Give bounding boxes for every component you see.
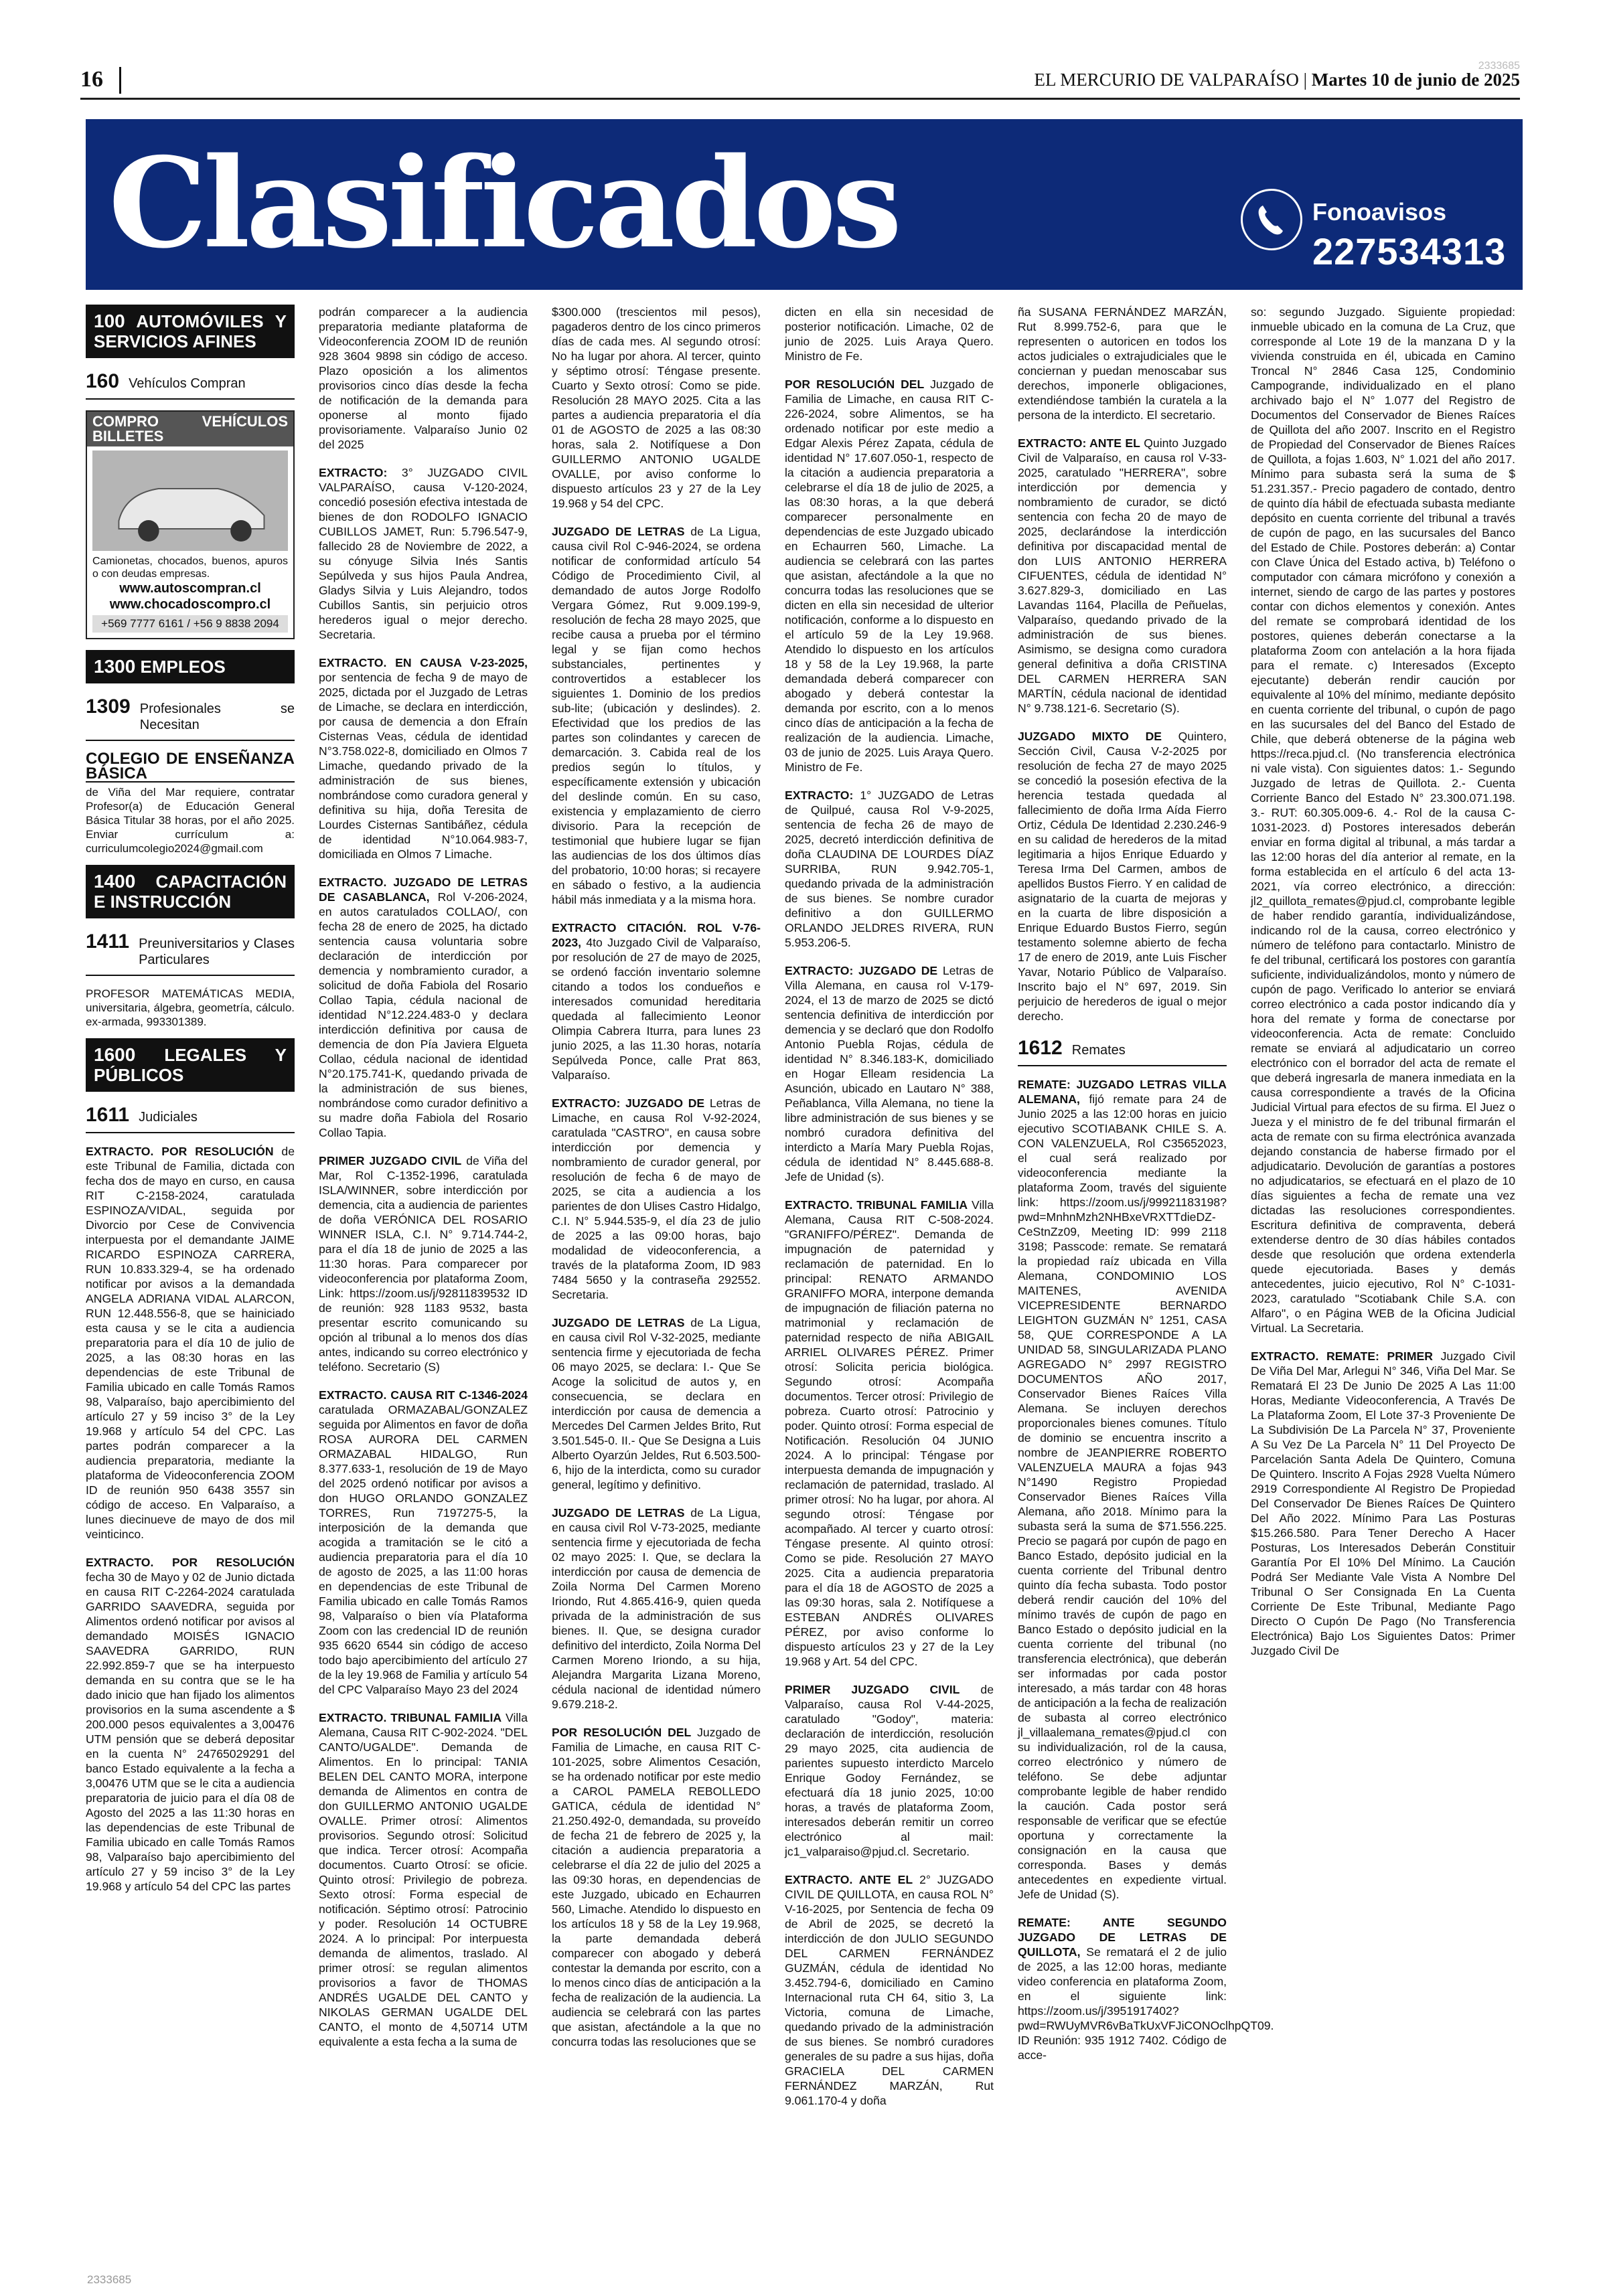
classified-ad: EXTRACTO. TRIBUNAL FAMILIA Villa Alemana, Causa RIT C-508-2024. "GRANIFFO/PÉREZ". Demanda de impugnación de paternidad y reclamación de paternidad. En lo principal: RENATO ARMANDO GRANIFFO MORA, interpone demanda de impugnación de filiación paterna no matrimonial y reclamación de paternidad respecto de niña ABIGAIL ARRIEL OLIVARES PÉREZ. Primer otrosí: Solicita pericia biológica. Segundo otrosí: Acompaña documentos. Tercer otrosí: Privilegio de pobreza. Cuarto otrosí: Patrocinio y poder. Quinto otrosí: Forma especial de Notificación. Resolución 04 JUNIO 2024. A lo principal: Téngase por interpuesta demanda de impugnación y reclamación de paternidad, traslado. Al primer otrosí: No ha lugar, por ahora. Al segundo otrosí: Téngase por acompañado. Al tercer y cuarto otrosí: Téngase presente. Al quinto otrosí: Como se pide. Resolución 27 MAYO 2025. Cita a audiencia preparatoria para el día 18 de AGOSTO de 2025 a las 09:30 horas, sala 2. Notifíquese a ESTEBAN ANDRÉS OLIVARES PÉREZ, por aviso conforme lo dispuesto artículos 23 y 27 de la Ley 19.968 y Art. 54 del CPC. (785, 1198, 994, 1668)
masthead: EL MERCURIO DE VALPARAÍSO | Martes 10 de junio de 2025 (1034, 70, 1520, 90)
phone-icon (1241, 189, 1302, 250)
car-buy-ad (86, 410, 295, 639)
classified-ad: EXTRACTO CITACIÓN. ROL V-76-2023, 4to Juzgado Civil de Valparaíso, por resolución de 27 de mayo de 2025, se ordenó facción inventario solemne citando a todos los condueños e interesados comunidad hereditaria quedada al fallecimiento Leonor Olimpia Cabrera Iturra, para lunes 23 junio 2025, a las 11.30 horas, notaría Sepúlveda Ponce, calle Prat 863, Valparaíso. (552, 921, 761, 1082)
fonoavisos-label: Fonoavisos (1312, 198, 1447, 226)
column-3 (552, 305, 761, 2266)
clasificados-banner (86, 119, 1523, 290)
classified-ad: EXTRACTO: 3° JUZGADO CIVIL VALPARAÍSO, causa V-120-2024, concedió posesión efectiva intestada de bienes de don RODOLFO IGNACIO CUBILLOS JAMET, Run: 5.796.547-9, fallecido 28 de Noviembre de 2022, a su cónyuge Silvia Inés Santis Sepúlveda y sus hijos Paula Andrea, Gladys Silvia y Luis Alejandro, todos Cubillos Santis, sin perjuicio otros herederos igual o mejor derecho. Secretaria. (319, 466, 528, 641)
fonoavisos-number: 227534313 (1312, 230, 1507, 272)
subsection-1611: 1611 Judiciales (86, 1104, 295, 1133)
subsection-160: 160 Vehículos Compran (86, 370, 295, 400)
column-2 (319, 305, 528, 2266)
section-title: Clasificados (108, 130, 899, 276)
col5-ads-b (1018, 1077, 1274, 2062)
classified-ad: EXTRACTO. ANTE EL 2° JUZGADO CIVIL DE QUILLOTA, en causa ROL N° V-16-2025, por Sentencia de fecha 09 de Abril de 2025, se decretó la interdicción de don JULIO SEGUNDO DEL CARMEN FERNÁNDEZ GUZMÁN, cédula de identidad No 3.452.794-6, domiciliado en Camino Internacional ruta CH 64, sitio 3, La Victoria, comuna de Limache, quedando privado de la administración de sus bienes. Se nombró curadores generales de su padre a sus hijas, doña GRACIELA DEL CARMEN FERNÁNDEZ MARZÁN, Rut 9.061.170-4 y doña (785, 1873, 994, 2107)
classified-ad: EXTRACTO: ANTE EL Quinto Juzgado Civil de Valparaíso, en causa rol V-33-2025, caratulado "HERRERA", sobre interdicción por demencia y nombramiento de curador, se dictó sentencia con fecha 20 de mayo de 2025, declarándose la interdicción definitiva por discapacidad mental de don LUIS ANTONIO HERRERA CIFUENTES, cédula de identidad N° 3.627.829-3, domiciliado en Las Lavandas 1164, Placilla de Peñuelas, Valparaíso, quedando privado de la administración de sus bienes. Asimismo, se designa como curadora general definitiva a doña CRISTINA DEL CARMEN HERRERA SAN MARTÍN, cédula nacional de identidad N° 9.738.121-6. Secretario (S). (1018, 436, 1227, 715)
classified-ad: so: segundo Juzgado. Siguiente propiedad: inmueble ubicado en la comuna de La Cruz, que corresponde al Lote 19 de la manzana D y la vivienda construida en él, ubicada en Camino Troncal N° 2846 Casa 125, Condominio Campogrande, individualizado en el plano archivado bajo el N° 1.077 del Registro de Documentos del Conservador de Bienes Raíces de Quillota del año 2007. Inscrito en el Registro de Propiedad del Conservador de Bienes Raíces de Quillota, a fojas 1.603, N° 1.021 del año 2017. Mínimo para subasta será la suma de $ 51.231.357.- Precio pagadero de contado, dentro de quinto día hábil de efectuada subasta mediante depósito en cuenta corriente del tribunal a través de cupón de pago, en las sucursales del Banco del Estado de Chile. Postores deberán: a) Contar con Clave Única del Estado activa, b) Teléfono o computador con cámara micrófono y conexión a internet, siendo de cargo de las partes y postores contar con dichos elementos y conexión. Antes del remate se comprobará identidad de los postores, quienes deberán conectarse a la plataforma Zoom con antelación a la hora fijada para el remate. c) Interesados (Excepto ejecutante) deberán rendir caución por equivalente al 10% del mínimo, mediante depósito en cuenta corriente del tribunal, o cupón de pago en las sucursales del del Banco del Estado de Chile, que deberá obtenerse de la página web https://reca.pjud.cl. (No transferencia electrónica ni vale vista). Con siguientes datos: 1.- Segundo Juzgado de letras de Quillota. 2.- Cuenta Corriente Banco del Estado N° 23.300.071.198. 3.- RUT: 60.305.009-6. 4.- Rol de la causa C-1031-2023. d) Postores interesados deberán enviar en forma digital al tribunal, a más tardar a las 12:00 horas del día anterior al remate, en la forma establecida en el artículo 6 del acta 13-2021, vía correo electrónico, a dirección: jl2_quillota_remates@pjud.cl, comprobante legible de haber rendido garantía, individualizándose, indicando rol de la causa, correo electrónico y número de teléfono para contactarlo. Ministro de fe del tribunal, certificará los postores con garantía suficiente, individualizándolos, monto y número de cupón de pago. Verificado lo anterior se enviará correo electrónico a cada postor indicando día y hora del remate y forma de conectarse por videoconferencia. Acta de remate: Concluido remate se enviará al adjudicatario un correo electrónico con el borrador del acta de remate el que deberá ingresarla de manera inmediata en la causa correspondiente a través de la Oficina Judicial Virtual para efectos de su firma. El Juez o Jueza y el ministro de fe del tribunal firmarán el acta de remate con su firma electrónica avanzada dejando constancia de haberse firmado por el adjudicatario. Devolución de garantías a postores no adjudicatarios, se efectuará en el plazo de 10 días siguientes a fecha de remate una vez dictadas las resoluciones correspondientes. Escritura definitiva de compraventa, deberá extenderse dentro de 30 días hábiles contados desde que resolución que ordena extenderla quede ejecutoriada. Bases y demás antecedentes, juicio ejecutivo, Rol N° C-1031-2023, caratulado "Scotiabank Chile S.A. con Alfaro", o en Página WEB de la Oficina Judicial Virtual. La Secretaria. (1251, 305, 1515, 1335)
profesor-ad: PROFESOR MATEMÁTICAS MEDIA, universitaria, álgebra, geometría, cálculo. ex-armada, 993301389. (86, 987, 295, 1028)
car-ad-phones: +569 7777 6161 / +56 9 8838 2094 (92, 615, 288, 633)
subsection-1411: 1411 Preuniversitarios y Clases Particulares (86, 930, 295, 976)
classified-ad: dicten en ella sin necesidad de posterior notificación. Limache, 02 de junio de 2025. Luis Araya Quero. Ministro de Fe. (785, 305, 994, 363)
classified-ad: JUZGADO DE LETRAS de La Ligua, en causa civil Rol V-32-2025, mediante sentencia firme y ejecutoriada de fecha 06 mayo 2025, se declara: I.- Que Se Acoge la solicitud de autos y, en consecuencia, se declara en interdicción por causa de demencia a Mercedes Del Carmen Jeldes Brito, Rut 3.501.545-0. II.- Que Se Designa a Luis Alberto Oyarzún Jeldes, Rut 6.503.500-6, hijo de la interdicta, como su curador general, legítimo y definitivo. (552, 1316, 761, 1491)
footer-ref: 2333685 (87, 2273, 132, 2286)
column-1 (86, 305, 295, 2266)
colegio-ad-text: de Viña del Mar requiere, contratar Profesor(a) de Educación General Básica Titular 38 horas, por el año 2025. Enviar currículum a: curriculumcolegio2024@gmail.com (86, 786, 295, 855)
classified-ad: EXTRACTO. POR RESOLUCIÓN fecha 30 de Mayo y 02 de Junio dictada en causa RIT C-2264-2024 caratulada GARRIDO SAAVEDRA, seguida por Alimentos ordenó notificar por avisos al demandado MOISÉS IGNACIO SAAVEDRA GARRIDO, RUN 22.992.859-7 que se ha interpuesto demanda en su contra que se le ha dado inicio que han fijado los alimentos provisorios en la suma ascendente a $ 200.000 pesos equivalentes a 3,00476 UTM pensión que se deberá depositar en la cuenta N° 24765029291 del banco Estado equivalente a la fecha a 3,00476 UTM que se le cita a audiencia preparatoria de juicio para el día 08 de Agosto del 2025 a las 11:30 horas en las dependencias de este Tribunal de Familia ubicado en calle Tomás Ramos 98, Valparaíso bajo apercibimiento del artículo 27 y 59 inciso 3° de la Ley 19.968 y artículo 54 del CPC las partes (86, 1556, 295, 1893)
classified-ad: EXTRACTO. REMATE: PRIMER Juzgado Civil De Viña Del Mar, Arlegui N° 346, Viña Del Mar. Se Rematará El 23 De Junio De 2025 A Las 11:00 Horas, Mediante Videoconferencia, A Través De La Plataforma Zoom, El Lote 37-3 Proveniente De La Subdivisión De La Parcela N° 37, Proveniente A Su Vez De La Parcela N° 11 Del Proyecto De Parcelación Santa Adela De Quintero, Comuna De Quintero. Inscrito A Fojas 2928 Vuelta Número 2919 Correspondiente Al Registro De Propiedad Del Conservador De Bienes Raíces De Quintero Del Año 2022. Mínimo Para Las Posturas $15.266.580. Para Tener Derecho A Hacer Posturas, Los Interesados Deberán Constituir Garantía Por El 10% Del Mínimo. La Caución Podrá Ser Mediante Vale Vista A Nombre Del Tribunal O Ser Consignada En La Cuenta Corriente De Este Tribunal, Mediante Pago Directo O Cupón De Pago (No Transferencia Electrónica) Bajo Los Siguientes Datos: Primer Juzgado Civil De (1251, 1349, 1515, 1657)
column-4 (785, 305, 994, 2266)
publication-name: EL MERCURIO DE VALPARAÍSO (1034, 70, 1299, 90)
section-header-1400: 1400 CAPACITACIÓN E INSTRUCCIÓN (86, 865, 295, 918)
classified-ad: EXTRACTO. JUZGADO DE LETRAS DE CASABLANCA, Rol V-206-2024, en autos caratulados COLLAO/, con fecha 28 de enero de 2025, ha dictado sentencia causa voluntaria sobre declaración de interdicción por demencia y nombramiento curador, a solicitud de doña Fabiola del Rosario Collao Tapia, cédula nacional de identidad N°12.224.483-0 y declara interdicción definitiva por causa de demencia de don Pía Javiera Elgueta Collao, cédula nacional de identidad N°20.175.741-K, quedando privada de la administración de sus bienes, nombrándose como curador definitivo a su madre doña Fabiola del Rosario Collao Tapia. (319, 876, 528, 1139)
section-header-100: 100 AUTOMÓVILES Y SERVICIOS AFINES (86, 305, 295, 358)
car-photo (92, 450, 288, 551)
subsection-1309: 1309 Profesionales se Necesitan (86, 695, 295, 741)
classified-ad: EXTRACTO: 1° JUZGADO de Letras de Quilpué, causa Rol V-9-2025, sentencia de fecha 26 de mayo de 2025, decretó interdicción definitiva de doña CLAUDINA DE LOURDES DÍAZ SURRIBA, RUN 9.942.705-1, quedando privada de la administración de sus bienes. Se nombre curador definitivo a don GUILLERMO ORLANDO JELDRES RIVERA, RUN 5.953.206-5. (785, 789, 994, 949)
classified-ad: JUZGADO DE LETRAS de La Ligua, causa civil Rol C-946-2024, se ordena notificar de conformidad artículo 54 Código de Procedimiento Civil, al demandado de autos Jorge Rodolfo Vergara Gómez, Rut 9.009.199-9, resolución de fecha 28 mayo 2025, que recibe causa a prueba por el término legal y se fijan como hechos substanciales, pertinentes y controvertidos a establecer los siguientes 1. Dominio de los predios sub-lite; (ubicación y deslindes). 2. Efectividad que los predios de las partes son colindantes y carecen de demarcación. 3. Cabida real de los predios según lo títulos, y específicamente extensión y ubicación del deslinde común. En su caso, existencia y emplazamiento de cierro divisorio. Para la recepción de testimonial que hubiere lugar se fijan las audiencias de los dos últimos días del probatorio, 10:00 horas; si recayere en sábado o festivo, a la audiencia hábil más inmediata y a la misma hora. (552, 525, 761, 906)
classified-ad: EXTRACTO. EN CAUSA V-23-2025, por sentencia de fecha 9 de mayo de 2025, dictada por el Juzgado de Letras de Limache, se declara en interdicción, por causa de demencia a don Efraín Cisternas Veas, cédula de identidad N°3.758.022-8, domiciliado en Olmos 7 Limache, quedando privado de la administración de sus bienes, nombrándose como curadora general y definitiva su hija, doña Teresita de Lourdes Cisternas Santibáñez, cédula de identidad N°10.064.983-7, domiciliada en Olmos 7 Limache. (319, 656, 528, 861)
section-header-1300: 1300 EMPLEOS (86, 650, 295, 683)
col5-ads-a (1018, 305, 1227, 1023)
classified-ad: JUZGADO MIXTO DE Quintero, Sección Civil, Causa V-2-2025 por resolución de fecha 27 de mayo 2025 se concedió la posesión efectiva de la herencia testada quedada al fallecimiento de doña Irma Aída Fierro Ortiz, Cédula De Identidad 2.230.246-9 en su calidad de herederos de la mitad legitimaria a hijos Enrique Eduardo y Teresa Irma Del Carmen, ambos de apellidos Bustos Fierro. Y en calidad de asignatario de la cuarta de mejoras y en la cuarta de libre disposición a Enrique Eduardo Bustos Fierro, según testamento solemne abierto de fecha 17 de enero de 2019, ante Luis Fischer Yavar, Notario Público de Valparaíso. Inscrito bajo el N° 697, 2019. Sin perjuicio de herederos de igual o mejor derecho. (1018, 730, 1227, 1023)
car-ad-title: COMPRO VEHÍCULOS BILLETES (87, 412, 293, 446)
publication-date: Martes 10 de junio de 2025 (1311, 70, 1520, 90)
classified-ad: PRIMER JUZGADO CIVIL de Valparaíso, causa Rol V-44-2025, caratulado "Godoy", materia: declaración de interdicción, resolución 29 mayo 2025, cita audiencia de parientes supuesto interdicto Marcelo Enrique Godoy Fernández, se efectuará día 18 junio 2025, 10:00 horas, a través de plataforma Zoom, interesados deberán remitir un correo electrónico al mail: jc1_valparaiso@pjud.cl. Secretario. (785, 1683, 994, 1858)
classified-ad: EXTRACTO. TRIBUNAL FAMILIA Villa Alemana, Causa RIT C-902-2024. "DEL CANTO/UGALDE". Demanda de Alimentos. En lo principal: TANIA BELEN DEL CANTO MORA, interpone demanda de Alimentos en contra de don GUILLERMO ANTONIO UGALDE OVALLE. Primer otrosí: Alimentos provisorios. Segundo otrosí: Solicitud que indica. Tercer otrosí: Acompaña documentos. Cuarto Otrosí: se oficie. Quinto otrosí: Privilegio de pobreza. Sexto otrosí: Forma especial de notificación. Séptimo otrosí: Patrocinio y poder. Resolución 14 OCTUBRE 2024. A lo principal: Por interpuesta demanda de alimentos, traslado. Al primer otrosí: se regulan alimentos provisorios a favor de THOMAS ANDRÉS UGALDE DEL CANTO y NIKOLAS GERMAN UGALDE DEL CANTO, el monto de 4,50714 UTM equivalente a esta fecha a la suma de (319, 1711, 528, 2048)
car-ad-text: Camionetas, chocados, buenos, apuros o con deudas empresas. (92, 556, 288, 580)
page-number-divider (119, 67, 121, 94)
page-number: 16 (80, 67, 103, 92)
car-ad-web2[interactable]: www.chocadoscompro.cl (109, 597, 271, 612)
column-6 (1251, 305, 1515, 2266)
classified-ad: JUZGADO DE LETRAS de La Ligua, en causa civil Rol V-73-2025, mediante sentencia firme y ejecutoriada de fecha 02 mayo 2025: I. Que, se declara la interdicción por causa de demencia de Zoila Norma Del Carmen Moreno Iriondo, Rut 4.865.416-9, quien queda privada de la administración de sus bienes. II. Que, se designa curador definitivo del interdicto, Zoila Norma Del Carmen Moreno Iriondo, a su hija, Alejandra Margarita Lizana Moreno, cédula nacional de identidad número 9.679.218-2. (552, 1506, 761, 1711)
classified-ad: POR RESOLUCIÓN DEL Juzgado de Familia de Limache, en causa RIT C-226-2024, sobre Alimentos, se ha ordenado notificar por este medio a Edgar Alexis Pérez Zapata, cédula de identidad N° 17.607.050-1, respecto de la citación a audiencia preparatoria a celebrarse el día 18 de julio de 2025, a las 08:30 horas, a la que deberá comparecer personalmente en dependencias de este Juzgado ubicado en Echaurren 560, Limache. La audiencia se celebrará con las partes que asistan, afectándole a la que no concurra todas las resoluciones que se dicten en ella sin necesidad de ulterior notificación, conforme a lo dispuesto en el artículo 59 de la Ley 19.968. Atendido lo dispuesto en los artículos 18 y 58 de la Ley 19.968, la parte demandada deberá comparecer con abogado y deberá contestar la demanda por escrito, con a lo menos cinco días de anticipación a la fecha de realización de la audiencia. Limache, 03 de junio de 2025. Luis Araya Quero. Ministro de Fe. (785, 378, 994, 774)
classified-ad: ña SUSANA FERNÁNDEZ MARZÁN, Rut 8.999.752-6, para que le representen o autoricen en todos los actos judiciales o extrajudiciales que le conciernan y puedan menoscabar sus derechos, imponerle obligaciones, extendiéndose también la curatela a la persona de la interdicto. El secretario. (1018, 305, 1227, 422)
stamp-number: 2333685 (1478, 60, 1520, 72)
page-header (80, 64, 1520, 100)
classified-ad: EXTRACTO. POR RESOLUCIÓN de este Tribunal de Familia, dictada con fecha dos de mayo en curso, en causa RIT C-2158-2024, caratulada ESPINOZA/VIDAL, seguida por Divorcio por Cese de Convivencia interpuesta por el demandante JAIME RICARDO ESPINOZA CARRERA, RUN 10.833.329-4, se ha ordenado notificar por avisos a la demandada ANGELA ADRIANA VIDAL ALARCON, RUN 12.448.556-8, que se hainiciado esta causa y se le cita a audiencia preparatoria para el día 10 de julio de 2025, a las 08:30 horas en las dependencias de este Tribunal de Familia ubicado en calle Tomás Ramos 98, Valparaíso, bajo apercibimiento del artículo 27 y 59 inciso 3° de la Ley 19.968 y artículo 54 del CPC. Las partes podrán comparecer a la audiencia preparatoria, mediante la plataforma de Videoconferencia ZOOM ID de reunión 950 6438 3557 sin código de acceso. En Valparaíso, a lunes diecinueve de mayo de dos mil veinticinco. (86, 1145, 295, 1541)
section-header-1600: 1600 LEGALES Y PÚBLICOS (86, 1038, 295, 1092)
subsection-1612: 1612 Remates (1018, 1037, 1227, 1066)
classified-ad: POR RESOLUCIÓN DEL Juzgado de Familia de Limache, en causa RIT C-101-2025, sobre Alimentos Cesación, se ha ordenado notificar por este medio a CAROL PAMELA REBOLLEDO GATICA, cédula de identidad N° 21.250.492-0, demandada, su proveído de fecha 21 de febrero de 2025 y, la citación a audiencia preparatoria a celebrarse el día 22 de julio del 2025 a las 09:30 horas, en dependencias de este Juzgado, ubicado en Echaurren 560, Limache. Atendido lo dispuesto en los artículos 18 y 58 de la Ley 19.968, la parte demandada deberá comparecer con abogado y deberá contestar la demanda por escrito, con a lo menos cinco días de anticipación a la fecha de realización de la audiencia. La audiencia se celebrará con las partes que asistan, afectándole a la que no concurra todas las resoluciones que se (552, 1726, 761, 2048)
classified-ad: $300.000 (trescientos mil pesos), pagaderos dentro de los cinco primeros días de cada mes. Al segundo otrosí: No ha lugar por ahora. Al tercer, quinto y séptimo otrosí: Téngase presente. Cuarto y Sexto otrosí: Como se pide. Resolución 28 MAYO 2025. Cita a las partes a audiencia preparatoria el día 01 de AGOSTO de 2025 a las 08:30 horas, sala 2. Notifíquese a Don GUILLERMO ANTONIO UGALDE OVALLE, por aviso conforme lo dispuesto artículos 23 y 27 de la Ley 19.968 y 54 del CPC. (552, 305, 761, 510)
classified-ad: podrán comparecer a la audiencia preparatoria mediante plataforma de Videoconferencia ZOOM ID de reunión 928 3604 9898 sin código de acceso. Plazo oposición a los alimentos provisorios cinco días desde la fecha de notificación de la demanda para oponerse al monto fijado provisoriamente. Valparaíso Junio 02 del 2025 (319, 305, 528, 451)
classified-ad: PRIMER JUZGADO CIVIL de Viña del Mar, Rol C-1352-1996, caratulada ISLA/WINNER, sobre interdicción por demencia, cita a audiencia de parientes de doña VERÓNICA DEL ROSARIO WINNER ISLA, C.I. N° 9.714.744-2, para el día 18 de junio de 2025 a las 11:30 horas. Para comparecer por videoconferencia por plataforma Zoom, Link: https://zoom.us/j/92811839532 ID de reunión: 928 1183 9532, basta presentar escrito comunicando su opción al tribunal a lo menos dos días antes, indicando su correo electrónico y teléfono. Secretario (S) (319, 1154, 528, 1374)
colegio-ad-title: COLEGIO DE ENSEÑANZA BÁSICA (86, 750, 295, 783)
classified-ad: REMATE: JUZGADO LETRAS VILLA ALEMANA, fijó remate para 24 de Junio 2025 a las 12:00 horas en juicio ejecutivo SCOTIABANK CHILE S. A. CON VALENZUELA, Rol C35652023, el cual será realizado por videoconferencia mediante la plataforma Zoom, través del siguiente link: https://zoom.us/j/99921183198?pwd=MnhnMzh2NHBxeVRXTTdieDZ-CeStnZz09, Meeting ID: 999 2118 3198; Passcode: remate. Se rematará la propiedad raíz ubicada en Villa Alemana, CONDOMINIO LOS MAITENES, AVENIDA VICEPRESIDENTE BERNARDO LEIGHTON GUZMÁN N° 1251, CASA 58, QUE CORRESPONDE A LA UNIDAD 58, SINGULARIZADA PLANO AGREGADO N° 2997 REGISTRO DOCUMENTOS AÑO 2017, Conservador Bienes Raíces Villa Alemana. Se incluyen derechos proporcionales bienes comunes. Título de dominio se encuentra inscrito a nombre de JEANPIERRE ROBERTO VALENZUELA MAURA a fojas 943 N°1490 Registro Propiedad Conservador Bienes Raíces Villa Alemana, año 2018. Mínimo para la subasta será la suma de $71.556.225. Precio se pagará por cupón de pago en Banco Estado, depósito judicial en la cuenta corriente del Tribunal dentro quinto día fecha subasta. Todo postor deberá rendir caución del 10% del mínimo través de cupón de pago en Banco Estado o depósito judicial en la cuenta corriente del tribunal (no transferencia electrónica), que deberán ser informadas por cada postor interesado, a más tardar con 48 horas de anticipación a la fecha de realización de subasta al correo electrónico jl_villaalemana_remates@pjud.cl con su individualización, rol de la causa, correo electrónico y número de teléfono. Se debe adjuntar comprobante legible de haber rendido la caución. Cada postor será responsable de verificar que se efectúe oportuna y correctamente la consignación en la causa que corresponda. Bases y demás antecedentes en expediente virtual. Jefe de Unidad (S). (1018, 1078, 1227, 1901)
classified-ad: REMATE: ANTE SEGUNDO JUZGADO DE LETRAS DE QUILLOTA, Se rematará el 2 de julio de 2025, a las 12:00 horas, mediante video conferencia en plataforma Zoom, en el siguiente link: https://zoom.us/j/3951917402?pwd=RWUyMVR6vBaTkUxVFJiCONOclhpQT09. ID Reunión: 935 1912 7402. Código de acce- (1018, 1916, 1274, 2062)
classified-ad: EXTRACTO: JUZGADO DE Letras de Limache, en causa Rol V-92-2024, caratulada "CASTRO", en causa sobre interdicción por demencia y nombramiento de curador general, por resolución de fecha 6 de mayo de 2025, se cita a audiencia a los parientes de don Ulises Castro Hidalgo, C.I. N° 5.944.535-9, el día 23 de julio de 2025 a las 09:00 horas, bajo modalidad de videoconferencia, a través de la plataforma Zoom, ID 983 7484 5650 y la contraseña 292552. Secretaria. (552, 1096, 761, 1301)
classified-ad: EXTRACTO. CAUSA RIT C-1346-2024 caratulada ORMAZABAL/GONZALEZ seguida por Alimentos en favor de doña ROSA AURORA DEL CARMEN ORMAZABAL HIDALGO, Run 8.377.633-1, resolución de 19 de Mayo del 2025 ordenó notificar por avisos a don HUGO ORLANDO GONZALEZ TORRES, Run 7197275-5, la interposición de la demanda que acogida a tramitación se le citó a audiencia preparatoria para el día 10 de agosto de 2025, a las 11:00 horas en dependencias de este Tribunal de Familia ubicado en calle Tomás Ramos 98, Valparaíso o bien vía Plataforma Zoom con las credencial ID de reunión 935 6620 6544 sin código de acceso todo bajo apercibimiento del artículo 27 de la ley 19.968 de Familia y artículo 54 del CPC Valparaíso Mayo 23 del 2024 (319, 1388, 528, 1696)
classified-ad: EXTRACTO: JUZGADO DE Letras de Villa Alemana, en causa rol V-179-2024, el 13 de marzo de 2025 se dictó sentencia definitiva de interdicción por demencia y se declaró que don Rodolfo Antonio Puebla Rojas, cédula de identidad N° 8.346.183-K, domiciliado en Hogar Elleam residencia La Asunción, ubicado en Lautaro N° 388, Peñablanca, Villa Alemana, no tiene la libre administración de sus bienes y se nombró curadora definitiva del interdicto a María Mary Puebla Rojas, cédula de identidad N° 8.445.688-8. Jefe de Unidad (s). (785, 964, 994, 1183)
col1-ads (86, 1144, 295, 1894)
car-ad-web1[interactable]: www.autoscompran.cl (119, 581, 261, 596)
column-5 (1018, 305, 1274, 2266)
